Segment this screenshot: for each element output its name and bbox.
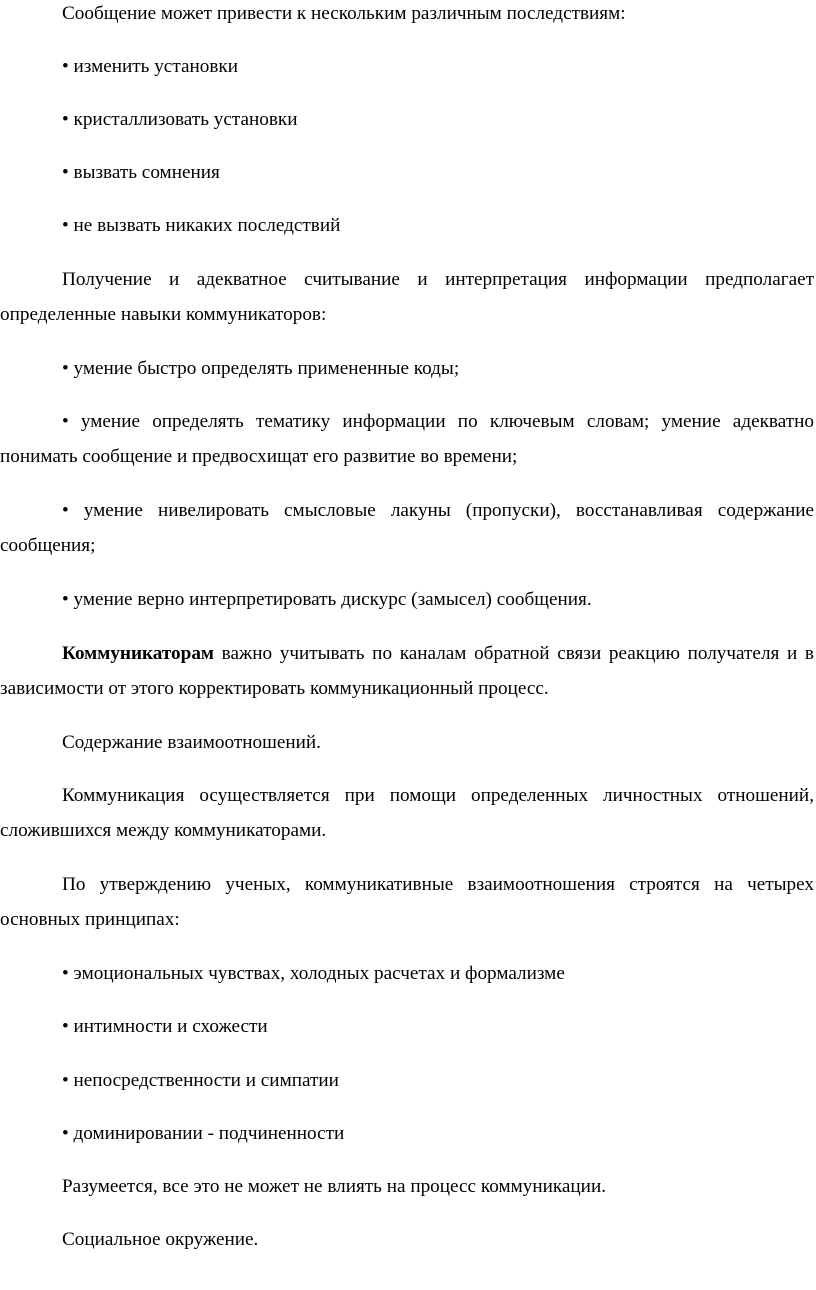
list-item-intimacy: • интимности и схожести [62,1016,268,1037]
list-item-cause-doubts: • вызвать сомнения [62,162,220,183]
list-item-immediacy: • непосредственности и симпатии [62,1070,339,1091]
paragraph-receiving-information: Получение и адекватное считывание и интерпретация информации предполагает определенные навыки коммуникаторов: [0,269,814,325]
paragraph-four-principles: По утверждению ученых, коммуникативные взаимоотношения строятся на четырех основных принципах: [0,874,814,930]
list-item-determine-topic: • умение определять тематику информации по ключевым словам; умение адекватно понимать сообщение и предвосхищат его развитие во времени; [0,411,814,467]
list-item-change-attitudes: • изменить установки [62,56,238,77]
list-item-no-consequences: • не вызвать никаких последствий [62,215,341,236]
paragraph-relationship-content: Содержание взаимоотношений. [62,732,321,753]
paragraph-social-environment: Социальное окружение. [62,1229,259,1250]
paragraph-communicators-feedback [0,637,814,706]
list-item-emotional-feelings: • эмоциональных чувствах, холодных расчетах и формализме [62,963,565,984]
list-item-level-gaps: • умение нивелировать смысловые лакуны (пропуски), восстанавливая содержание сообщения; [0,500,814,556]
list-item-determine-codes: • умение быстро определять примененные коды; [62,358,460,379]
paragraph-personal-relations: Коммуникация осуществляется при помощи определенных личностных отношений, сложившихся между коммуникаторами. [0,785,814,841]
list-item-interpret-discourse: • умение верно интерпретировать дискурс (замысел) сообщения. [62,589,592,610]
paragraph-consequences-intro: Сообщение может привести к нескольким различным последствиям: [62,3,626,24]
bold-term-communicators: Коммуникаторам [62,643,214,664]
list-item-crystallize-attitudes: • кристаллизовать установки [62,109,298,130]
paragraph-influence-process: Разумеется, все это не может не влиять на процесс коммуникации. [62,1176,607,1197]
list-item-dominance: • доминировании - подчиненности [62,1123,345,1144]
paragraph-communicators-feedback-text: важно учитывать по каналам обратной связи реакцию получателя и в зависимости от этого корректировать коммуникационный процесс. [0,643,814,699]
